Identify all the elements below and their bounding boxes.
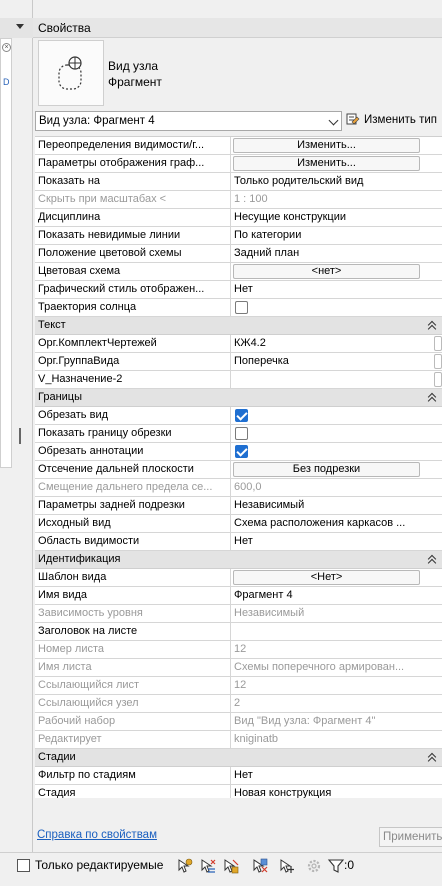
- property-row: [35, 263, 442, 281]
- edit-type-icon: [346, 112, 360, 126]
- property-label: Шаблон вида: [35, 569, 231, 587]
- property-label: V_Назначение-2: [35, 371, 231, 389]
- property-label: Параметры отображения граф...: [35, 155, 231, 173]
- property-value: 12: [234, 643, 247, 655]
- property-row: [35, 533, 442, 551]
- property-value: 2: [234, 697, 241, 709]
- collapse-icon[interactable]: [428, 555, 437, 565]
- property-row: [35, 677, 442, 695]
- panel-footer: [33, 826, 442, 848]
- edit-type-label: Изменить тип: [364, 114, 437, 126]
- property-value: Вид "Вид узла: Фрагмент 4": [234, 715, 376, 727]
- editable-only-checkbox[interactable]: [17, 859, 30, 872]
- property-label: Орг.КомплектЧертежей: [35, 335, 231, 353]
- property-label: Обрезать аннотации: [35, 443, 231, 461]
- property-label: Отсечение дальней плоскости: [35, 461, 231, 479]
- property-label: Переопределения видимости/г...: [35, 137, 231, 155]
- property-value[interactable]: Поперечка: [234, 355, 289, 367]
- property-label: Параметры задней подрезки: [35, 497, 231, 515]
- property-value[interactable]: Фрагмент 4: [234, 589, 293, 601]
- project-browser-icon[interactable]: D: [3, 77, 10, 87]
- crop-view-checkbox[interactable]: [235, 409, 248, 422]
- property-label: Обрезать вид: [35, 407, 231, 425]
- panel-title: Свойства: [33, 18, 442, 38]
- type-selector-dropdown[interactable]: [35, 111, 342, 131]
- type-preview: [33, 38, 442, 110]
- annotation-crop-checkbox[interactable]: [235, 445, 248, 458]
- gear-icon[interactable]: [305, 857, 323, 875]
- group-header-phasing[interactable]: [35, 749, 442, 767]
- collapse-icon[interactable]: [428, 753, 437, 763]
- property-value: Схемы поперечного армирован...: [234, 661, 405, 673]
- property-row: [35, 785, 442, 798]
- property-label: Графический стиль отображен...: [35, 281, 231, 299]
- group-header-identity[interactable]: [35, 551, 442, 569]
- property-value: 12: [234, 679, 247, 691]
- group-header-bounds[interactable]: [35, 389, 442, 407]
- drag-elements-icon[interactable]: [278, 857, 296, 875]
- status-bar: [0, 852, 442, 886]
- property-value[interactable]: По категории: [234, 229, 302, 241]
- type-selector-value: Вид узла: Фрагмент 4: [39, 115, 155, 127]
- property-label: Орг.ГруппаВида: [35, 353, 231, 371]
- property-value[interactable]: Нет: [234, 283, 253, 295]
- property-row: [35, 587, 442, 605]
- property-label: Область видимости: [35, 533, 231, 551]
- panel-menu-arrow-icon[interactable]: [16, 24, 24, 29]
- select-links-icon[interactable]: [176, 857, 194, 875]
- property-value[interactable]: Независимый: [234, 499, 305, 511]
- property-row: [35, 209, 442, 227]
- view-template-button[interactable]: <Нет>: [233, 570, 420, 585]
- property-value: Независимый: [234, 607, 305, 619]
- type-family-name: Вид узла: [108, 59, 159, 73]
- property-row: [35, 281, 442, 299]
- property-row: [35, 461, 442, 479]
- collapse-icon[interactable]: [428, 321, 437, 331]
- property-row: [35, 137, 442, 155]
- property-label: Цветовая схема: [35, 263, 231, 281]
- property-label: Ссылающийся узел: [35, 695, 231, 713]
- property-label: Редактирует: [35, 731, 231, 749]
- property-label: Стадия: [35, 785, 231, 798]
- property-label: Номер листа: [35, 641, 231, 659]
- property-row: [35, 497, 442, 515]
- property-label: Дисциплина: [35, 209, 231, 227]
- property-row: [35, 659, 442, 677]
- property-row: [35, 335, 442, 353]
- property-row: [35, 191, 442, 209]
- property-label: Имя листа: [35, 659, 231, 677]
- property-label: Показать на: [35, 173, 231, 191]
- property-row: [35, 371, 442, 389]
- property-row: [35, 623, 442, 641]
- property-value: 1 : 100: [234, 193, 268, 205]
- property-row: [35, 569, 442, 587]
- property-row: [35, 227, 442, 245]
- property-row: [35, 155, 442, 173]
- property-row: [35, 731, 442, 749]
- property-label: Показать границу обрезки: [35, 425, 231, 443]
- collapse-icon[interactable]: [428, 393, 437, 403]
- property-value[interactable]: Новая конструкция: [234, 787, 332, 798]
- property-row: [35, 695, 442, 713]
- property-label: Ссылающийся лист: [35, 677, 231, 695]
- property-label: Имя вида: [35, 587, 231, 605]
- graphic-display-edit-button[interactable]: Изменить...: [233, 156, 420, 171]
- select-pinned-icon[interactable]: [222, 857, 240, 875]
- crop-region-visible-checkbox[interactable]: [235, 427, 248, 440]
- property-value[interactable]: Нет: [234, 769, 253, 781]
- edit-type-button[interactable]: [346, 111, 442, 131]
- property-row: [35, 245, 442, 263]
- properties-help-link[interactable]: Справка по свойствам: [37, 829, 157, 841]
- chevron-down-icon: [329, 116, 339, 126]
- type-selector-row: [33, 110, 442, 132]
- apply-button[interactable]: Применить: [379, 827, 442, 847]
- group-label: Стадии: [38, 751, 76, 763]
- property-value: kniginatb: [234, 733, 279, 745]
- group-label: Текст: [38, 319, 66, 331]
- group-label: Идентификация: [38, 553, 121, 565]
- property-value[interactable]: Схема расположения каркасов ...: [234, 517, 406, 529]
- close-icon[interactable]: ×: [2, 43, 11, 52]
- type-preview-image: [38, 40, 104, 106]
- select-underlay-icon[interactable]: [199, 857, 217, 875]
- left-side-panel: [0, 0, 33, 852]
- property-row: [35, 515, 442, 533]
- far-clipping-button[interactable]: Без подрезки: [233, 462, 420, 477]
- property-label: Траектория солнца: [35, 299, 231, 317]
- property-row: [35, 479, 442, 497]
- property-label: Зависимость уровня: [35, 605, 231, 623]
- property-label: Фильтр по стадиям: [35, 767, 231, 785]
- property-label: Исходный вид: [35, 515, 231, 533]
- sun-path-checkbox[interactable]: [235, 301, 248, 314]
- property-label: Скрыть при масштабах <: [35, 191, 231, 209]
- type-name: [108, 58, 162, 90]
- field-end-mark: [434, 336, 442, 351]
- editable-only-label: Только редактируемые: [35, 858, 164, 872]
- property-label: Положение цветовой схемы: [35, 245, 231, 263]
- group-label: Границы: [38, 391, 82, 403]
- property-value[interactable]: Нет: [234, 535, 253, 547]
- property-label: Заголовок на листе: [35, 623, 231, 641]
- type-name-label: Фрагмент: [108, 75, 162, 89]
- field-end-mark: [434, 354, 442, 369]
- property-row: [35, 641, 442, 659]
- property-row: [35, 767, 442, 785]
- property-row: [35, 353, 442, 371]
- left-panel-content: [0, 38, 12, 468]
- property-row: [35, 425, 442, 443]
- property-value[interactable]: [231, 371, 424, 389]
- property-value[interactable]: Только родительский вид: [234, 175, 364, 187]
- group-header-text[interactable]: [35, 317, 442, 335]
- property-value: 600,0: [234, 481, 262, 493]
- property-value[interactable]: Несущие конструкции: [234, 211, 346, 223]
- property-label: Смещение дальнего предела се...: [35, 479, 231, 497]
- property-value[interactable]: Задний план: [234, 247, 300, 259]
- property-row: [35, 443, 442, 461]
- filter-count: :0: [344, 858, 355, 872]
- property-row: [35, 605, 442, 623]
- property-value[interactable]: [231, 623, 424, 641]
- property-label: Рабочий набор: [35, 713, 231, 731]
- property-row: [35, 173, 442, 191]
- splitter-grip[interactable]: [19, 428, 21, 444]
- color-scheme-button[interactable]: <нет>: [233, 264, 420, 279]
- property-label: Показать невидимые линии: [35, 227, 231, 245]
- property-row: [35, 713, 442, 731]
- detail-view-icon: [39, 41, 105, 107]
- properties-panel: [33, 0, 442, 852]
- filter-icon[interactable]: [327, 857, 345, 875]
- property-value[interactable]: КЖ4.2: [234, 337, 266, 349]
- visibility-overrides-edit-button[interactable]: Изменить...: [233, 138, 420, 153]
- select-by-face-icon[interactable]: [251, 857, 269, 875]
- property-row: [35, 299, 442, 317]
- property-row: [35, 407, 442, 425]
- properties-grid: [35, 136, 442, 798]
- field-end-mark: [434, 372, 442, 387]
